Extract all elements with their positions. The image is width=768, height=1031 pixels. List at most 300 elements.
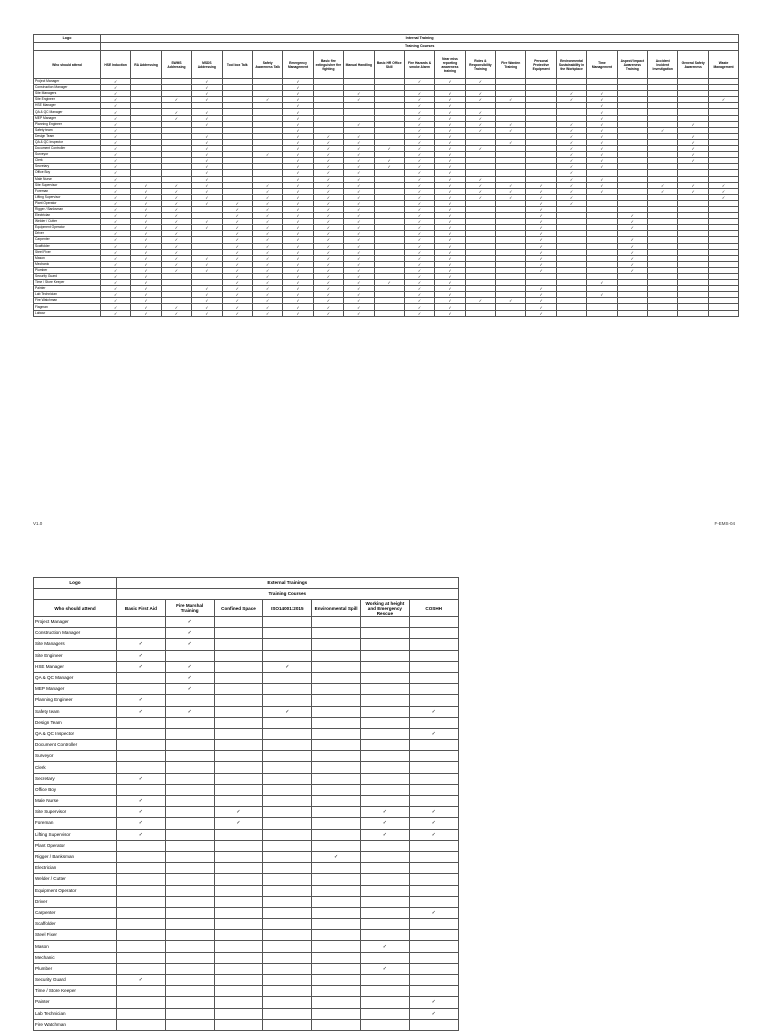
- check-icon: ✓: [235, 249, 239, 255]
- check-icon: ✓: [600, 292, 604, 298]
- check-icon: ✓: [448, 310, 452, 316]
- table-row: [34, 963, 459, 974]
- check-icon: ✓: [174, 267, 179, 273]
- check-icon: ✓: [114, 249, 118, 255]
- check-icon: ✓: [114, 200, 118, 206]
- attendance-cell: [312, 1008, 361, 1019]
- check-icon: ✓: [296, 97, 300, 103]
- role-cell: Carpenter: [34, 907, 117, 918]
- course-header: Safety Awareness Talk: [252, 51, 282, 79]
- logo-cell: Logo: [34, 35, 101, 43]
- check-icon: ✓: [326, 249, 331, 255]
- check-icon: ✓: [187, 686, 192, 693]
- attendance-cell: [214, 751, 263, 762]
- check-icon: ✓: [114, 292, 118, 298]
- check-icon: ✓: [448, 280, 452, 286]
- check-icon: ✓: [187, 630, 192, 637]
- table-row: [34, 672, 459, 683]
- check-icon: ✓: [174, 213, 179, 219]
- check-icon: ✓: [382, 809, 387, 816]
- check-icon: ✓: [448, 231, 452, 237]
- attendance-cell: [117, 986, 166, 997]
- check-icon: ✓: [235, 243, 239, 249]
- check-icon: ✓: [357, 200, 361, 206]
- course-header: Manual Handling: [344, 51, 374, 79]
- attendance-cell: [165, 997, 214, 1008]
- check-icon: ✓: [144, 237, 148, 243]
- attendance-cell: [263, 784, 312, 795]
- check-icon: ✓: [138, 663, 143, 670]
- check-icon: ✓: [114, 225, 118, 231]
- check-icon: ✓: [539, 237, 543, 243]
- check-icon: ✓: [114, 109, 118, 115]
- table-row: [34, 762, 459, 773]
- attendance-cell: [360, 1008, 409, 1019]
- attendance-cell: [409, 684, 458, 695]
- attendance-cell: [117, 650, 166, 661]
- check-icon: ✓: [114, 243, 118, 249]
- attendance-cell: [263, 863, 312, 874]
- attendance-cell: [214, 661, 263, 672]
- check-icon: ✓: [205, 200, 209, 206]
- role-cell: Mason: [34, 255, 101, 261]
- attendance-cell: [165, 941, 214, 952]
- check-icon: ✓: [187, 708, 192, 715]
- check-icon: ✓: [235, 274, 239, 280]
- check-icon: ✓: [265, 286, 270, 292]
- check-icon: ✓: [138, 831, 143, 838]
- check-icon: ✓: [205, 225, 209, 231]
- check-icon: ✓: [448, 133, 452, 139]
- check-icon: ✓: [357, 261, 361, 267]
- check-icon: ✓: [138, 641, 143, 648]
- check-icon: ✓: [265, 274, 270, 280]
- check-icon: ✓: [114, 103, 118, 109]
- attendance-cell: [409, 986, 458, 997]
- attendance-cell: [556, 310, 586, 316]
- attendance-cell: [263, 963, 312, 974]
- table-subtitle: Training Courses: [101, 43, 739, 51]
- check-icon: ✓: [721, 182, 726, 188]
- check-icon: ✓: [114, 146, 118, 152]
- role-cell: Equipment Operator: [34, 225, 101, 231]
- check-icon: ✓: [478, 182, 483, 188]
- attendance-cell: [214, 628, 263, 639]
- check-icon: ✓: [205, 170, 209, 176]
- check-icon: ✓: [265, 200, 270, 206]
- check-icon: ✓: [326, 243, 331, 249]
- check-icon: ✓: [235, 207, 239, 213]
- check-icon: ✓: [417, 286, 422, 292]
- check-icon: ✓: [448, 121, 452, 127]
- check-icon: ✓: [417, 213, 422, 219]
- external-training-table: [33, 577, 459, 1031]
- role-cell: Steel Fixer: [34, 930, 117, 941]
- attendance-cell: [312, 661, 361, 672]
- attendance-cell: [117, 617, 166, 628]
- check-icon: ✓: [387, 146, 391, 152]
- attendance-cell: [117, 863, 166, 874]
- table-row: [34, 818, 459, 829]
- table-row: [34, 840, 459, 851]
- attendance-cell: [117, 840, 166, 851]
- check-icon: ✓: [509, 182, 513, 188]
- check-icon: ✓: [144, 304, 148, 310]
- role-cell: Plumber: [34, 267, 101, 273]
- role-cell: Lab Technician: [34, 1008, 117, 1019]
- role-cell: Fire Watchman: [34, 298, 101, 304]
- attendance-cell: [360, 672, 409, 683]
- check-icon: ✓: [417, 225, 422, 231]
- attendance-cell: [214, 907, 263, 918]
- check-icon: ✓: [600, 127, 604, 133]
- role-cell: Design Team: [34, 133, 101, 139]
- table-row: [34, 784, 459, 795]
- attendance-cell: [360, 818, 409, 829]
- check-icon: ✓: [144, 207, 148, 213]
- check-icon: ✓: [509, 298, 513, 304]
- check-icon: ✓: [569, 200, 574, 206]
- check-icon: ✓: [357, 304, 361, 310]
- check-icon: ✓: [187, 663, 192, 670]
- attendance-cell: [263, 672, 312, 683]
- check-icon: ✓: [205, 182, 209, 188]
- check-icon: ✓: [114, 164, 118, 170]
- role-cell: Flagman: [34, 304, 101, 310]
- role-cell: Surveyor: [34, 751, 117, 762]
- check-icon: ✓: [630, 267, 635, 273]
- check-icon: ✓: [138, 697, 143, 704]
- attendance-cell: [165, 907, 214, 918]
- attendance-cell: [409, 1019, 458, 1030]
- check-icon: ✓: [630, 237, 635, 243]
- check-icon: ✓: [478, 127, 483, 133]
- check-icon: ✓: [296, 170, 300, 176]
- attendance-cell: [214, 863, 263, 874]
- attendance-cell: [263, 684, 312, 695]
- check-icon: ✓: [417, 182, 422, 188]
- check-icon: ✓: [205, 139, 209, 145]
- check-icon: ✓: [114, 237, 118, 243]
- role-cell: Planning Engineer: [34, 121, 101, 127]
- check-icon: ✓: [326, 207, 331, 213]
- check-icon: ✓: [144, 274, 148, 280]
- check-icon: ✓: [417, 231, 422, 237]
- attendance-cell: [263, 728, 312, 739]
- role-cell: Rigger / Banksman: [34, 206, 101, 212]
- table-row: [34, 952, 459, 963]
- attendance-cell: [312, 740, 361, 751]
- course-header: Roles & Responsibility Training: [465, 51, 495, 79]
- check-icon: ✓: [382, 831, 387, 838]
- attendance-cell: [617, 310, 647, 316]
- attendance-cell: [409, 863, 458, 874]
- check-icon: ✓: [326, 146, 331, 152]
- attendance-cell: [312, 672, 361, 683]
- attendance-cell: [360, 807, 409, 818]
- check-icon: ✓: [417, 298, 422, 304]
- check-icon: ✓: [296, 219, 300, 225]
- role-cell: Construction Manager: [34, 628, 117, 639]
- attendance-cell: [214, 1019, 263, 1030]
- attendance-cell: [165, 684, 214, 695]
- attendance-cell: [360, 628, 409, 639]
- check-icon: ✓: [569, 182, 574, 188]
- check-icon: ✓: [448, 176, 452, 182]
- check-icon: ✓: [138, 652, 143, 659]
- check-icon: ✓: [326, 231, 331, 237]
- role-cell: Clerk: [34, 158, 101, 164]
- attendance-cell: [587, 310, 617, 316]
- check-icon: ✓: [539, 255, 543, 261]
- check-icon: ✓: [431, 708, 436, 715]
- attendance-cell: [214, 919, 263, 930]
- role-cell: Safety team: [34, 127, 101, 133]
- attendance-cell: [165, 740, 214, 751]
- check-icon: ✓: [630, 249, 635, 255]
- course-header: Emergency Management: [283, 51, 313, 79]
- check-icon: ✓: [417, 158, 422, 164]
- attendance-cell: [409, 941, 458, 952]
- check-icon: ✓: [138, 798, 143, 805]
- check-icon: ✓: [387, 280, 391, 286]
- check-icon: ✓: [417, 97, 422, 103]
- check-icon: ✓: [235, 219, 239, 225]
- attendance-cell: [312, 628, 361, 639]
- check-icon: ✓: [448, 200, 452, 206]
- check-icon: ✓: [114, 213, 118, 219]
- check-icon: ✓: [569, 176, 574, 182]
- attendance-cell: [409, 717, 458, 728]
- course-header: Time Management: [587, 51, 617, 79]
- attendance-cell: [263, 919, 312, 930]
- attendance-cell: [117, 1008, 166, 1019]
- check-icon: ✓: [417, 194, 422, 200]
- check-icon: ✓: [357, 267, 361, 273]
- role-cell: Design Team: [34, 717, 117, 728]
- who-should-attend-header: Who should attend: [34, 600, 117, 617]
- check-icon: ✓: [417, 249, 422, 255]
- check-icon: ✓: [539, 267, 543, 273]
- check-icon: ✓: [478, 194, 483, 200]
- attendance-cell: [409, 751, 458, 762]
- course-header: Working at height and Emergency Rescue: [360, 600, 409, 617]
- role-cell: Driver: [34, 231, 101, 237]
- logo-cell: Logo: [34, 578, 117, 589]
- table-row: [34, 874, 459, 885]
- check-icon: ✓: [357, 207, 361, 213]
- check-icon: ✓: [417, 267, 422, 273]
- attendance-cell: [117, 728, 166, 739]
- role-cell: QA & QC Inspector: [34, 139, 101, 145]
- role-cell: Site Engineer: [34, 650, 117, 661]
- attendance-cell: [409, 672, 458, 683]
- attendance-cell: [409, 1008, 458, 1019]
- check-icon: ✓: [205, 255, 209, 261]
- check-icon: ✓: [326, 286, 331, 292]
- attendance-cell: [117, 706, 166, 717]
- check-icon: ✓: [448, 127, 452, 133]
- check-icon: ✓: [417, 91, 422, 97]
- check-icon: ✓: [114, 79, 118, 85]
- check-icon: ✓: [114, 158, 118, 164]
- attendance-cell: [263, 986, 312, 997]
- check-icon: ✓: [448, 194, 452, 200]
- attendance-cell: [263, 740, 312, 751]
- attendance-cell: [496, 310, 526, 316]
- check-icon: ✓: [296, 213, 300, 219]
- check-icon: ✓: [431, 999, 436, 1006]
- blank-cell: [34, 43, 101, 51]
- attendance-cell: [117, 907, 166, 918]
- check-icon: ✓: [448, 103, 452, 109]
- check-icon: ✓: [144, 200, 148, 206]
- attendance-cell: [165, 762, 214, 773]
- check-icon: ✓: [296, 146, 300, 152]
- attendance-cell: [409, 650, 458, 661]
- check-icon: ✓: [569, 97, 574, 103]
- check-icon: ✓: [144, 243, 148, 249]
- check-icon: ✓: [600, 115, 604, 121]
- attendance-cell: [360, 963, 409, 974]
- attendance-cell: [117, 672, 166, 683]
- course-header: HSE Induction: [101, 51, 131, 79]
- check-icon: ✓: [174, 231, 179, 237]
- attendance-cell: [360, 829, 409, 840]
- attendance-cell: [263, 840, 312, 851]
- attendance-cell: [312, 930, 361, 941]
- attendance-cell: [312, 773, 361, 784]
- check-icon: ✓: [600, 280, 604, 286]
- attendance-cell: [263, 907, 312, 918]
- check-icon: ✓: [357, 152, 361, 158]
- table-row: [34, 986, 459, 997]
- check-icon: ✓: [539, 286, 543, 292]
- check-icon: ✓: [539, 298, 543, 304]
- check-icon: ✓: [357, 194, 361, 200]
- check-icon: ✓: [691, 133, 695, 139]
- check-icon: ✓: [417, 164, 422, 170]
- check-icon: ✓: [357, 158, 361, 164]
- attendance-cell: [360, 684, 409, 695]
- attendance-cell: [312, 907, 361, 918]
- attendance-cell: [214, 740, 263, 751]
- attendance-cell: [117, 740, 166, 751]
- attendance-cell: [117, 975, 166, 986]
- check-icon: ✓: [265, 298, 270, 304]
- check-icon: ✓: [296, 121, 300, 127]
- check-icon: ✓: [569, 121, 574, 127]
- check-icon: ✓: [205, 310, 209, 316]
- check-icon: ✓: [144, 267, 148, 273]
- check-icon: ✓: [417, 237, 422, 243]
- attendance-cell: [360, 997, 409, 1008]
- check-icon: ✓: [114, 280, 118, 286]
- attendance-cell: [263, 695, 312, 706]
- table-row: [34, 1008, 459, 1019]
- attendance-cell: [214, 896, 263, 907]
- attendance-cell: [312, 807, 361, 818]
- check-icon: ✓: [114, 115, 118, 121]
- check-icon: ✓: [296, 79, 300, 85]
- table-row: [34, 997, 459, 1008]
- attendance-cell: [117, 684, 166, 695]
- check-icon: ✓: [265, 97, 270, 103]
- check-icon: ✓: [661, 127, 665, 133]
- check-icon: ✓: [174, 188, 179, 194]
- attendance-cell: [312, 896, 361, 907]
- check-icon: ✓: [357, 213, 361, 219]
- check-icon: ✓: [431, 809, 436, 816]
- check-icon: ✓: [205, 286, 209, 292]
- attendance-cell: [708, 310, 739, 316]
- check-icon: ✓: [478, 188, 483, 194]
- attendance-cell: [374, 310, 404, 316]
- check-icon: ✓: [114, 133, 118, 139]
- check-icon: ✓: [144, 225, 148, 231]
- attendance-cell: [117, 941, 166, 952]
- attendance-cell: [161, 310, 191, 316]
- check-icon: ✓: [357, 298, 361, 304]
- check-icon: ✓: [296, 207, 300, 213]
- role-cell: Secretary: [34, 164, 101, 170]
- table-row: [34, 863, 459, 874]
- role-cell: Lab Technician: [34, 292, 101, 298]
- table-row: [34, 684, 459, 695]
- attendance-cell: [252, 310, 282, 316]
- check-icon: ✓: [174, 243, 179, 249]
- check-icon: ✓: [235, 280, 239, 286]
- check-icon: ✓: [417, 188, 422, 194]
- course-header: Tool box Talk: [222, 51, 252, 79]
- check-icon: ✓: [539, 310, 543, 316]
- check-icon: ✓: [205, 133, 209, 139]
- check-icon: ✓: [296, 292, 300, 298]
- check-icon: ✓: [235, 237, 239, 243]
- attendance-cell: [360, 717, 409, 728]
- check-icon: ✓: [144, 188, 148, 194]
- check-icon: ✓: [205, 109, 209, 115]
- attendance-cell: [360, 762, 409, 773]
- check-icon: ✓: [296, 176, 300, 182]
- check-icon: ✓: [326, 182, 331, 188]
- check-icon: ✓: [431, 831, 436, 838]
- attendance-cell: [214, 851, 263, 862]
- check-icon: ✓: [600, 182, 604, 188]
- attendance-cell: [165, 617, 214, 628]
- check-icon: ✓: [448, 243, 452, 249]
- check-icon: ✓: [448, 97, 452, 103]
- check-icon: ✓: [417, 146, 422, 152]
- role-cell: Painter: [34, 997, 117, 1008]
- table-row: [34, 796, 459, 807]
- check-icon: ✓: [357, 182, 361, 188]
- attendance-cell: [312, 851, 361, 862]
- check-icon: ✓: [417, 152, 422, 158]
- check-icon: ✓: [114, 121, 118, 127]
- check-icon: ✓: [296, 310, 300, 316]
- course-header: General Safety Awareness: [678, 51, 708, 79]
- attendance-cell: [214, 963, 263, 974]
- check-icon: ✓: [265, 237, 270, 243]
- course-header: ISO14001:2015: [263, 600, 312, 617]
- check-icon: ✓: [174, 219, 179, 225]
- table-row: [34, 751, 459, 762]
- check-icon: ✓: [296, 261, 300, 267]
- attendance-cell: [409, 896, 458, 907]
- course-header: Fire Hazards & smoke Alarm: [404, 51, 434, 79]
- attendance-cell: [360, 851, 409, 862]
